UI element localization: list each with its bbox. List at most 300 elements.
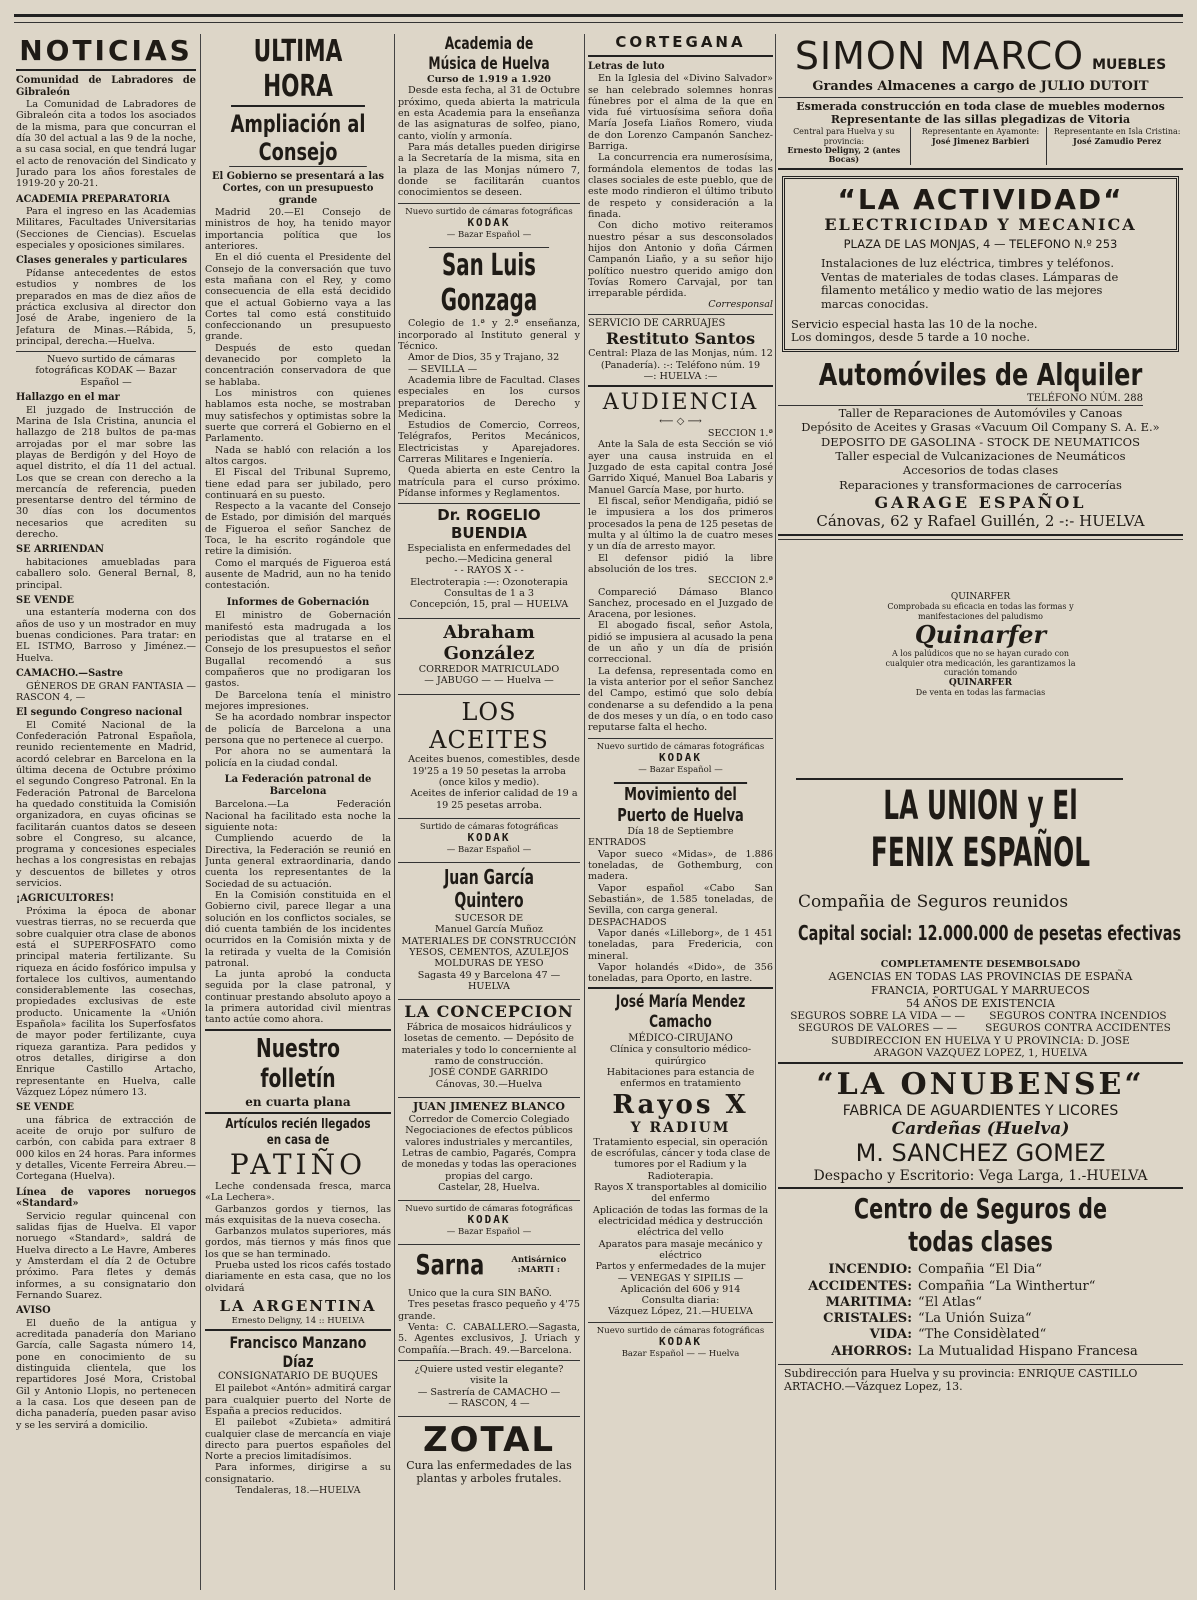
representative-name: Ernesto Deligny, 2 (antes Bocas)	[787, 144, 901, 165]
paragraph: El Fiscal del Tribunal Supremo, tiene edad para ser jubilado, pero continuará en su puesto.	[205, 467, 391, 501]
puerto-date: Día 18 de Septiembre	[627, 826, 734, 838]
mendez-body	[588, 1044, 773, 1089]
onubense-place: Cardeñas (Huelva)	[891, 1119, 1070, 1140]
news-item-head: ACADEMIA PREPARATORIA	[16, 193, 170, 205]
cortegana-sub: Letras de luto	[588, 60, 665, 72]
paragraph: El abogado fiscal, señor Astola, pidió se impusiera al acusado la pena de un año y un día de prisión correccional.	[588, 620, 773, 666]
insurance-kind: INCENDIO:	[828, 1262, 912, 1278]
paragraph: La concurrencia era numerosísima, formándola elementos de todas las clases sociales de este pueblo, que de este modo rindieron el último tributo de respeto y consideración a la finada.	[588, 152, 773, 220]
column-cortegana: CORTEGANA Letras de luto En la Iglesia del «Divino Salvador» se han celebrado solemnes honras fúnebres por el alma de la que en vida fué virtuosísima señora doña María Josefa Liaños Romero, viuda de don Lorenzo Campanón Sanchez-Barriga. La concurrencia era numerosísima, formándola elementos de todas las clases sociales de este pueblo, que de este modo rindieron el último tributo de respeto y consideración a la finada. Con dicho motivo reiteramos nuestro pésar a sus desconsolados hijos don Antonio y doña Cármen Campanón Liaño, y a su señor hijo político nuestro querido amigo don Tovías Romero Carvajal, por tan irreparable pérdida. Corresponsal SERVICIO DE CARRUAJES Restituto Santos Central: Plaza de las Monjas, núm. 12 (Panadería). :-: Teléfono núm. 19 —: HUELVA :— AUDIENCIA ⟵ ◇ ⟶ SECCION 1.ª Ante la Sala de esta Sección se vió ayer una causa instruida en el Juzgado de esta capital contra José Garrido Xiqué, Manuel Boa Labaris y Manuel García Mase, por hurto. El fiscal, señor Mendigaña, pidió se le impusiera a los dos primeros procesados la pena de 125 pesetas de multa y al último la de cuatro meses y un día de arresto mayor. El defensor pidió la libre absolución de los tres. SECCION 2.ª Compareció Dámaso Blanco Sanchez, procesado en el Juzgado de Aracena, por lesiones. El abogado fiscal, señor Astola, pidió se impusiera al acusado la pena de un año y un día de prisión correccional. La defensa, representada como en la vista anterior por el señor Sanchez del Campo, estimó que solo debía condenarse a su defendido a la pena de dos meses y un día, o en todo caso reputarse falta el hecho. Nuevo surtido de cámaras fotográficas KODAK — Bazar Español — Movimiento del Puerto de Huelva Día 18 de Septiembre ENTRADOS Vapor sueco «Midas», de 1.886 toneladas, de Gothemburg, con madera. Vapor español «Cabo San Sebastián», de 1.585 toneladas, de Sevilla, con carga general. DESPACHADOS Vapor danés «Lilleborg», de 1 451 toneladas, para Fredericia, con mineral. Vapor holandés «Dido», de 356 toneladas, para Oporto, en lastre. José María Mendez Camacho MÉDICO-CIRUJANO Clínica y consultorio médico-quirúrgico Habitaciones para estancia de enfermos en tratamiento Rayos X Y RADIUM Tratamiento especial, sin operación de escrófulas, cáncer y toda clase de tumores por el Radium y la Radioterapia. Rayos X transportables al domicilio del enfermo Aplicación de todas las formas de la electricidad médica y destrucción eléctrica del vello Aparatos para masaje mecánico y eléctrico Partos y enfermedades de la mujer — VENEGAS Y SIPILIS — Aplicación del 606 y 914 Consulta diaria: Vázquez López, 21.—HUELVA Nuevo surtido de cámaras fotográficas KODAK Bazar Español — — Huelva	[588, 34, 773, 1366]
auto-tel: TELÉFONO NÚM. 288	[778, 393, 1143, 406]
onubense-address: Despacho y Escritorio: Vega Larga, 1.-HUELVA	[813, 1167, 1148, 1184]
paragraph: El pailebot «Zubieta» admitirá cualquier clase de mercancía en viaje directo para puertos españoles del Norte a precios limitadísimos.	[205, 1417, 391, 1463]
representative-head: Representante en Isla Cristina:	[1053, 127, 1181, 137]
paragraph: SEGUROS CONTRA ACCIDENTES	[985, 1022, 1171, 1035]
column-rule	[200, 34, 201, 1590]
news-items	[16, 75, 196, 1431]
news-item-head: Clases generales y particulares	[16, 255, 188, 267]
patino-head: Artículos recién llegados en casa de	[225, 1117, 371, 1148]
column-rule	[394, 34, 395, 1590]
paragraph: Garbanzos mulatos superiores, más gordos, más tiernos y más finos que los que se han terminado.	[205, 1226, 391, 1260]
paragraph: Servicio especial hasta las 10 de la noche.	[791, 316, 1038, 331]
paragraph: Ante la Sala de esta Sección se vió ayer una causa instruida en el Juzgado de esta capital contra José Garrido Xiqué, Manuel Boa Labaris y Manuel García Mase, por hurto.	[588, 439, 773, 496]
news-item-body: La Comunidad de Labradores de Gibraleón cita a todos los asociados de la misma, para que concurran el día 30 del actual a las 9 de la noche, a su casa social, en que tendrá lugar el acto de renovación del Sindicato y Jurado para los años forestales de 1919-20 y 20-21.	[16, 99, 196, 190]
seccion-2: SECCION 2.ª	[707, 575, 773, 587]
insurance-kind: CRISTALES:	[823, 1311, 912, 1327]
paragraph: Queda abierta en este Centro la matrícula para el curso próximo. Pídanse informes y Reglamentos.	[398, 465, 580, 499]
representative-head: Central para Huelva y su provincia:	[793, 127, 895, 146]
actividad-address: PLAZA DE LAS MONJAS, 4 — TELEFONO N.º 253	[843, 236, 1118, 251]
paragraph: Nada se habló con relación a los altos cargos.	[205, 444, 391, 467]
quinarfer-line: Comprobada su eficacia en todas las formas y manifestaciones del paludismo	[887, 602, 1074, 621]
column-anuncios	[398, 34, 580, 1493]
paragraph: DEPOSITO DE GASOLINA - STOCK DE NEUMATICOS	[821, 434, 1140, 449]
column-rule	[584, 34, 585, 1590]
news-item-head: CAMACHO.—Sastre	[16, 667, 123, 679]
subheadline: El Gobierno se presentará a las Cortes, con un presupuesto grande	[212, 171, 384, 206]
paragraph: CORREDOR MATRICULADO	[418, 664, 560, 676]
paragraph: Los ministros con quienes hablamos esta noche, se mostraban muy satisfechos y optimistas sobre la suerte que correrá el Gobierno en el Parlamento.	[205, 388, 391, 445]
article-body	[205, 799, 391, 1025]
insurance-row	[790, 1279, 1183, 1295]
quinarfer-small: QUINARFER	[950, 591, 1011, 602]
paragraph: — RASCON, 4 —	[448, 1397, 530, 1409]
argentina-address: Ernesto Deligny, 14 :: HUELVA	[231, 1315, 365, 1326]
paragraph: Habitaciones para estancia de enfermos en tratamiento	[606, 1066, 755, 1090]
quinarfer-line: A los palúdicos que no se hayan curado con cualquier otra medicación, les garantizamos la curación tomando	[885, 649, 1076, 678]
paragraph: Vázquez López, 21.—HUELVA	[608, 1306, 753, 1318]
insurance-kind: VIDA:	[869, 1327, 912, 1343]
paragraph: Academia libre de Facultad. Clases especiales en los cursos preparatorios de Derecho y Medicina.	[398, 374, 580, 420]
entrados-body	[588, 849, 773, 917]
kodak-brand: KODAK	[467, 1213, 511, 1227]
section-title-noticias: NOTICIAS	[16, 34, 196, 71]
actividad-para: Instalaciones de luz eléctrica, timbres y teléfonos. Ventas de materiales de todas clases. Lámparas de filamento metálico y medio watio de las mejores marcas conocidas.	[821, 256, 1119, 311]
paragraph: Colegio de 1.ª y 2.ª enseñanza, incorporado al Instituto general y Técnico.	[398, 318, 580, 352]
kodak-brand: KODAK	[658, 750, 703, 764]
top-rule-thin	[14, 22, 1183, 23]
paragraph: El defensor pidió la libre absolución de los tres.	[588, 552, 773, 575]
paragraph: AGENCIAS EN TODAS LAS PROVINCIAS DE ESPAÑA	[828, 970, 1133, 984]
kodak-line: Nuevo surtido de cámaras fotográficas	[405, 206, 573, 217]
insurance-row	[790, 1311, 1183, 1327]
paragraph: De Barcelona tenía el ministro mejores impresiones.	[205, 689, 391, 712]
audiencia-title: AUDIENCIA	[602, 390, 759, 416]
concepcion-body	[398, 1022, 580, 1090]
paragraph: Para más detalles pueden dirigirse a la Secretaría de la misma, sita en la plaza de las Monjas número 7, donde se facilitarán cuantos conocimientos se deseen.	[398, 141, 580, 199]
column-ads-right	[778, 34, 1183, 1396]
news-item-body: El Comité Nacional de la Confederación Patronal Española, reunido recientemente en Madrid, acordó celebrar en Barcelona en la última decena de Octubre próximo el segundo Congreso Patronal. En la Federación Patronal de Barcelona ha quedado constituida la Comisión organizadora, en cuyas oficinas se facilitarán cuantos datos se deseen sobre el Congreso, su alcance, programa y concesiones especiales hechas a los congresistas en rebajas y descuentos de billetes y otros servicios.	[16, 719, 196, 890]
aceites-title: LOS ACEITES	[429, 697, 549, 754]
representative-name: José Jimenez Barbieri	[931, 135, 1030, 146]
sarna-brand: Antisárnico :MARTI :	[511, 1254, 567, 1275]
column-rule	[775, 34, 776, 1590]
news-item-head: SE VENDE	[16, 594, 74, 606]
paragraph: Esmerada construcción en toda clase de muebles modernos	[796, 100, 1165, 114]
top-rule	[14, 14, 1183, 17]
paragraph: Taller de Reparaciones de Automóviles y Canoas	[838, 405, 1123, 420]
paragraph: — VENEGAS Y SIPILIS —	[617, 1272, 744, 1284]
paragraph: Aceites buenos, comestibles, desde 19'25 a 19 50 pesetas la arroba (once kilos y medio).	[408, 754, 580, 788]
seccion-1: SECCION 1.ª	[707, 428, 773, 440]
actividad-title: “LA ACTIVIDAD“	[837, 182, 1124, 216]
paragraph: Vapor español «Cabo San Sebastián», de 1.585 toneladas, de Sevilla, con carga general.	[588, 882, 773, 917]
sarna-title: Sarna	[415, 1248, 485, 1282]
news-item-body: Para el ingreso en las Academias Militares, Facultades Universitarias (Secciones de Ciencias). Escuelas especiales y oposiciones similares.	[16, 206, 196, 252]
kodak-line: Nuevo surtido de cámaras fotográficas	[596, 741, 765, 752]
paragraph: Tres pesetas frasco pequeño y 4'75 grande.	[398, 1299, 580, 1322]
paragraph: SEGUROS CONTRA INCENDIOS	[989, 1009, 1167, 1022]
paragraph: Para informes, dirigirse a su consignatario.	[205, 1462, 391, 1485]
news-item-head: SE VENDE	[16, 1102, 74, 1114]
paragraph: Tratamiento especial, sin operación de escrófulas, cáncer y toda clase de tumores por el Radium y la Radioterapia.	[590, 1136, 771, 1182]
zotal-title: ZOTAL	[422, 1420, 556, 1461]
patino-body	[205, 1181, 391, 1294]
paragraph: Reparaciones y transformaciones de carrocerías	[839, 477, 1122, 492]
simon-lines	[778, 101, 1183, 127]
insurance-kind: AHORROS:	[831, 1343, 912, 1359]
auto-title: Automóviles de Alquiler	[818, 357, 1143, 393]
paragraph: Fábrica de mosaicos hidráulicos y losetas de cemento. — Depósito de materiales y todo lo concerniente al ramo de construcción.	[401, 1022, 577, 1068]
kodak-line: — Bazar Español —	[638, 764, 723, 775]
kodak-ad	[588, 1322, 773, 1362]
insurance-row	[790, 1262, 1183, 1278]
simon-title: SIMON MARCO	[794, 34, 1085, 78]
paragraph: Cánovas, 30.—Huelva	[435, 1078, 543, 1090]
paragraph: SUCESOR DE	[454, 913, 524, 925]
despachados-label: DESPACHADOS	[588, 916, 667, 928]
column-ultima-hora	[205, 34, 391, 1496]
news-item-body: Nuevo surtido de cámaras fotográficas KODAK — Bazar Español —	[35, 354, 177, 388]
paragraph: Corredor de Comercio Colegiado	[408, 1113, 570, 1125]
jimenez-title: JUAN JIMENEZ BLANCO	[412, 1099, 566, 1113]
sarna-body	[398, 1288, 580, 1356]
insurance-row	[790, 1344, 1183, 1360]
zotal-line: Cura las enfermedades de las plantas y arboles frutales.	[406, 1459, 572, 1486]
paragraph: Cumpliendo acuerdo de la Directiva, la Federación se reunió en Junta general extraordinaria, dando cuenta los representantes de la Sociedad de su actuación.	[205, 833, 391, 890]
paragraph: En el dió cuenta el Presidente del Consejo de la conversación que tuvo esta mañana con el Rey, y como consecuencia de ella está decidido que el actual Gobierno vaya a las Cortes tal como está constituido confeccionando un presupuesto grande.	[205, 252, 391, 343]
paragraph: Aceites de inferior calidad de 19 a 19 25 pesetas arroba.	[410, 788, 578, 811]
concepcion-title: LA CONCEPCION	[404, 1002, 574, 1022]
actividad-hours	[791, 318, 1170, 345]
paragraph: Garbanzos gordos y tiernos, las más exquisitas de la nueva cosecha.	[205, 1203, 391, 1226]
quinarfer-lines	[876, 602, 1086, 621]
centro-title: Centro de Seguros de todas clases	[853, 1192, 1108, 1259]
quinarfer-small-2: QUINARFER	[948, 677, 1013, 688]
paragraph: Con dicho motivo reiteramos nuestro pésar a sus desconsolados hijos don Antonio y doña Cármen Campanón Liaño, y a su señor hijo político nuestro querido amigo don Tovías Romero Carvajal, por tan irreparable pérdida.	[588, 220, 773, 300]
simon-representatives	[778, 127, 1183, 165]
paragraph: Venta: C. CABALLERO.—Sagasta, 5. Agentes exclusivos, J. Uriach y Compañía.—Brach. 49.—Barcelona.	[398, 1322, 580, 1356]
rayos-title: Rayos X	[612, 1089, 749, 1120]
news-item-head: Comunidad de Labradores de Gibraleón	[16, 75, 196, 98]
paragraph: Aplicación del 606 y 914	[620, 1283, 741, 1295]
paragraph: Sagasta 49 y Barcelona 47 —HUELVA	[417, 969, 561, 992]
centro-subdir: Subdirección para Huelva y su provincia: ENRIQUE CASTILLO ARTACHO.—Vázquez Lopez, 13.	[784, 1366, 1138, 1393]
paragraph: Accesorios de todas clases	[902, 463, 1059, 478]
folletin-sub: en cuarta plana	[245, 1095, 351, 1110]
paragraph: Aplicación de todas las formas de la electricidad médica y destrucción eléctrica del vello	[592, 1204, 769, 1239]
paragraph: SEGUROS SOBRE LA VIDA — —	[790, 1009, 966, 1022]
union-lines	[778, 970, 1183, 1010]
news-item-body: GÉNEROS DE GRAN FANTASIA — RASCON 4, —	[16, 680, 196, 703]
insurance-company: Compañia “El Dia“	[918, 1262, 1042, 1278]
paragraph: Amor de Dios, 35 y Trajano, 32	[408, 352, 560, 364]
garage-title: GARAGE ESPAÑOL	[874, 493, 1087, 513]
column-noticias	[16, 34, 196, 1431]
paragraph: Taller especial de Vulcanizaciones de Neumáticos	[835, 449, 1126, 463]
representative	[915, 127, 1048, 165]
onubense-sub: FABRICA DE AGUARDIENTES Y LICORES	[842, 1102, 1119, 1119]
actividad-sub: ELECTRICIDAD Y MECANICA	[824, 214, 1137, 234]
representative-name: José Zamudio Perez	[1073, 135, 1162, 146]
kodak-brand: KODAK	[467, 830, 511, 844]
article-body	[205, 207, 391, 592]
union-title: LA UNION y El FENIX ESPAÑOL	[870, 782, 1091, 877]
paragraph: Estudios de Comercio, Correos, Telégrafos, Peritos Mecánicos, Electricistas y Aparejadores. Carreras Militares e Ingeniería.	[398, 420, 580, 466]
paragraph: —: HUELVA :—	[643, 371, 718, 383]
paragraph: Respecto a la vacante del Consejo de Estado, por dimisión del marqués de Figueroa el señor Sanchez de Toca, le ha escrito rogándole que retire la dimisión.	[205, 501, 391, 558]
restituto-body	[588, 348, 773, 382]
insurance-kind: ACCIDENTES:	[808, 1278, 912, 1294]
paragraph: Desde esta fecha, al 31 de Octubre próximo, queda abierta la matricula en esta Academia para la enseñanza de las asignaturas de solfeo, piano, canto, violín y armonía.	[398, 85, 580, 142]
paragraph: Se ha acordado nombrar inspector de policía de Barcelona a una persona que no pertenece al cuerpo.	[205, 712, 391, 746]
onubense-owner: M. SANCHEZ GOMEZ	[855, 1139, 1106, 1168]
simon-muebles: MUEBLES	[1092, 57, 1167, 73]
paragraph: Concepción, 15, pral — HUELVA	[409, 599, 569, 611]
paragraph: MOLDURAS DE YESO	[434, 958, 544, 970]
simon-sub: Grandes Almacenes a cargo de JULIO DUTOIT	[812, 78, 1149, 94]
aceites-body	[398, 754, 580, 811]
news-item	[16, 351, 196, 388]
seccion-1-body	[588, 439, 773, 575]
kodak-line: Bazar Español — — Huelva	[621, 1348, 740, 1359]
news-item-body: una fábrica de extracción de aceite de orujo por sulfuro de carbón, con cabida para extraer 8 000 kilos en 24 horas. Para informes y detalles, Vicente Ferreira Abreu.—Cortegana (Huelva).	[16, 1114, 196, 1183]
mendez-title: José María Mendez Camacho	[615, 992, 746, 1033]
paragraph: La defensa, representada como en la vista anterior por el señor Sanchez del Campo, estimó que solo debía condenarse a su defendido a la pena de dos meses y un día, o en todo caso reputarse falta el hecho.	[588, 665, 773, 734]
insurance-company: La Mutualidad Hispano Francesa	[918, 1343, 1138, 1359]
quinarfer-end: De venta en todas las farmacias	[915, 688, 1046, 698]
paragraph: — Sastrería de CAMACHO —	[417, 1386, 561, 1398]
kodak-ad	[398, 1200, 580, 1240]
corresponsal: Corresponsal	[708, 299, 773, 311]
paragraph: En la Comisión constituida en el Gobierno civil, parece llegar a una solución en los conflictos sociales, se dió cuenta también de los incidentes ocurridos en la Comisión mixta y de la retirada y vuelta de la Comisión patronal.	[205, 889, 391, 969]
garage-address: Cánovas, 62 y Rafael Guillén, 2 -:- HUELVA	[816, 512, 1145, 530]
news-item	[16, 1305, 196, 1431]
paragraph: Barcelona.—La Federación Nacional ha facilitado esta noche la siguiente nota:	[205, 799, 391, 834]
news-item	[16, 75, 196, 190]
news-item-body: habitaciones amuebladas para caballero solo. General Bernal, 8, principal.	[16, 556, 196, 591]
news-item-head: El segundo Congreso nacional	[16, 707, 183, 719]
paragraph: Depósito de Aceites y Grasas «Vacuum Oil Company S. A. E.»	[801, 420, 1160, 435]
paragraph: Representante de las sillas plegadizas de Vitoria	[830, 113, 1131, 127]
restituto-title: Restituto Santos	[605, 328, 756, 348]
paragraph: Manuel García Muñoz	[435, 924, 543, 936]
subheadline-gobernacion: Informes de Gobernación	[226, 596, 370, 608]
paragraph: Aparatos para masaje mecánico y eléctrico	[598, 1238, 763, 1261]
news-item-head: Línea de vapores noruegos «Standard»	[16, 1186, 196, 1210]
news-item-body: El dueño de la antigua y acreditada panadería don Mariano García, calle Sagasta número 14, pone en conocimiento de su distinguida clientela, que los repartidores José Mora, Cristobal Gil y Antonio Llopis, no pertenecen a la casa. Los que deseen pan de dicha panadería, pueden pasar aviso y se les servirá a domicilio.	[16, 1317, 196, 1431]
paragraph: Clínica y consultorio médico-quirúrgico	[609, 1044, 752, 1067]
carruajes-label: SERVICIO DE CARRUAJES	[588, 317, 726, 329]
quinarfer-big: Quinarfer	[914, 620, 1047, 650]
paragraph: Castelar, 28, Huelva.	[438, 1181, 540, 1193]
academia-course: Curso de 1.919 a 1.920	[427, 74, 551, 86]
kodak-ad	[588, 738, 773, 778]
news-item	[16, 595, 196, 664]
jimenez-body	[398, 1114, 580, 1193]
union-left	[790, 1010, 965, 1035]
manzano-sub: CONSIGNATARIO DE BUQUES	[217, 1371, 379, 1383]
section-title-ultima-hora: ULTIMA HORA	[231, 34, 365, 107]
paragraph: Central: Plaza de las Monjas, núm. 12 (Panadería). :-: Teléfono núm. 19	[588, 348, 773, 371]
news-item-head: Hallazgo en el mar	[16, 392, 120, 404]
kodak-line: Nuevo surtido de cámaras fotográficas	[596, 1325, 765, 1336]
paragraph: — SEVILLA —	[408, 363, 478, 375]
paragraph: Rayos X transportables al domicilio del enfermo	[594, 1182, 767, 1205]
radium-title: Y RADIUM	[630, 1120, 731, 1137]
union-sub: Compañia de Seguros reunidos	[798, 892, 1069, 913]
folletin-title: Nuestro folletín	[256, 1033, 340, 1095]
news-item-head: SE ARRIENDAN	[16, 544, 104, 556]
kodak-ad	[398, 203, 580, 243]
kodak-line: Surtido de cámaras fotográficas	[419, 821, 559, 832]
paragraph: Vapor sueco «Midas», de 1.886 toneladas, de Gothemburg, con madera.	[588, 848, 773, 883]
news-item-body: Pídanse antecedentes de estos estudios y nombres de los preparados en mas de diez años de práctica exclusiva al director don José de Arabe, ingeniero de la Jefatura de Minas.—Rábida, 5, principal, derecha.—Huelva.	[16, 267, 196, 347]
mendez-sub: MÉDICO-CIRUJANO	[628, 1032, 733, 1044]
insurance-row	[790, 1295, 1183, 1311]
article-body	[205, 610, 391, 768]
paragraph: Vapor holandés «Dido», de 356 toneladas, para Oporto, en lastre.	[588, 961, 773, 985]
paragraph: Unico que la cura SIN BAÑO.	[408, 1288, 552, 1300]
paragraph: El fiscal, señor Mendigaña, pidió se le impusiera a los dos primeros procesados la pena de 125 pesetas de multa y al último la de cuatro meses y un día de arresto mayor.	[588, 496, 773, 553]
news-item-body: una estantería moderna con dos años de uso y un mostrador en muy buenas condiciones. Para tratar: en EL ISTMO, Barroso y Jiménez.—Huelva.	[16, 607, 196, 664]
academia-title: Academia de Música de Huelva	[428, 34, 550, 75]
insurance-company: “The Considèlated“	[918, 1327, 1047, 1343]
quintero-body	[398, 913, 580, 992]
paragraph: Electroterapia :—: Ozonoterapia	[410, 576, 568, 588]
kodak-brand: KODAK	[467, 215, 511, 229]
quinarfer-ad	[876, 592, 1086, 698]
cortegana-body	[588, 73, 773, 299]
manzano-body	[205, 1383, 391, 1485]
paragraph: FRANCIA, PORTUGAL Y MARRUECOS	[871, 983, 1090, 997]
news-item-body: Servicio regular quincenal con salidas fijas de Huelva. El vapor noruego «Standard», saldrá de Huelva directo a Le Havre, Amberes y Amsterdam el día 2 de Octubre próximo. Para fletes y demás informes, a su consignatario don Fernando Suarez.	[16, 1210, 196, 1301]
paragraph: ¿Quiere usted vestir elegante?	[414, 1364, 564, 1376]
paragraph: Por ahora no se aumentará la policía en la ciudad condal.	[205, 746, 391, 769]
manzano-address: Tendaleras, 18.—HUELVA	[235, 1485, 361, 1497]
onubense-title: “LA ONUBENSE“	[816, 1067, 1145, 1103]
paragraph: 54 AÑOS DE EXISTENCIA	[906, 996, 1055, 1010]
sanluis-body	[398, 318, 580, 499]
paragraph: El pailebot «Antón» admitirá cargar para cualquier puerto del Norte de España a precios reducidos.	[205, 1383, 391, 1417]
insurance-kind: MARITIMA:	[825, 1294, 912, 1310]
representative	[1051, 127, 1183, 165]
headline: Ampliación al Consejo	[230, 109, 366, 167]
insurance-company: “La Unión Suiza“	[918, 1311, 1032, 1327]
news-item	[16, 544, 196, 590]
subheadline-federacion: La Federación patronal de Barcelona	[224, 773, 372, 797]
buendia-body	[398, 543, 580, 611]
union-capital: Capital social: 12.000.000 de pesetas efectivas	[798, 921, 1182, 946]
insurance-company: “El Atlas“	[918, 1294, 983, 1310]
buendia-title: Dr. ROGELIO BUENDIA	[437, 506, 541, 542]
paragraph: Madrid 20.—El Consejo de ministros de hoy, ha tenido mayor importancia política que los anteriores.	[205, 207, 391, 252]
paragraph: Vapor danés «Lilleborg», de 1 451 toneladas, para Fredericia, con mineral.	[588, 927, 773, 962]
paragraph: — JABUGO — — Huelva —	[424, 675, 554, 687]
paragraph: Después de esto quedan devanecido por completo la concentración conservadora de que se hablaba.	[205, 342, 391, 388]
paragraph: Consultas de 1 a 3	[444, 587, 534, 599]
paragraph: Compareció Dámaso Blanco Sanchez, procesado en el Juzgado de Aracena, por lesiones.	[588, 586, 773, 621]
gonzalez-body	[398, 664, 580, 687]
kodak-line: Nuevo surtido de cámaras fotográficas	[405, 1204, 573, 1215]
union-right	[985, 1010, 1171, 1035]
news-item	[16, 1102, 196, 1182]
news-item-head: ¡AGRICULTORES!	[16, 893, 115, 905]
rayos-body	[588, 1137, 773, 1318]
insurance-company: Compañia “La Winthertur“	[918, 1278, 1096, 1294]
news-item-body: El juzgado de Instrucción de Marina de Isla Cristina, anuncia el hallazgo de 218 bultos de pa-mas arrojadas por el mar sobre las playas de Berdigón y del Hoyo de aquel distrito, el día 11 del actual. Los que se crean con derecho a la mercancía de referencia, pueden presentarse dentro del término de 30 días con los documentos necesarios que acrediten su derecho.	[16, 404, 196, 541]
paragraph: Como el marqués de Figueroa está ausente de Madrid, aun no ha tenido contestación.	[205, 557, 391, 592]
manzano-title: Francisco Manzano Díaz	[229, 1332, 367, 1371]
puerto-title: Movimiento del Puerto de Huelva	[614, 782, 747, 826]
paragraph: SEGUROS DE VALORES — —	[798, 1022, 958, 1035]
kodak-line: — Bazar Español —	[446, 229, 532, 240]
insurance-list	[790, 1262, 1183, 1360]
entrados-label: ENTRADOS	[588, 837, 647, 849]
seccion-2-body	[588, 587, 773, 734]
patino-title: PATIÑO	[229, 1147, 367, 1181]
kodak-line: — Bazar Español —	[446, 844, 532, 855]
paragraph: Los domingos, desde 5 tarde a 10 noche.	[791, 330, 1030, 345]
despachados-body	[588, 928, 773, 985]
paragraph: JOSÉ CONDE GARRIDO	[429, 1067, 549, 1079]
kodak-brand: KODAK	[658, 1334, 703, 1348]
camacho-ad	[398, 1360, 580, 1412]
academia-body	[398, 85, 580, 198]
paragraph: visite la	[470, 1375, 508, 1387]
actividad-box	[782, 176, 1179, 352]
auto-lines	[778, 406, 1183, 492]
paragraph: Partos y enfermedades de la mujer	[595, 1261, 766, 1273]
paragraph: La junta aprobó la conducta seguida por la clase patronal, y continuar prestando absoluto apoyo a la primera autoridad civil mientras tanto actúe como ahora.	[205, 969, 391, 1026]
paragraph: El ministro de Gobernación manifestó esta madrugada a los periodistas que al tratarse en el Consejo de los presupuestos el señor Bugallal recomendó a sus compañeros que no prodigaran los gastos.	[205, 610, 391, 690]
sanluis-title: San Luis Gonzaga	[429, 247, 549, 319]
paragraph: Consulta diaria:	[641, 1295, 720, 1307]
quinarfer-lines-2	[876, 649, 1086, 677]
news-item	[16, 893, 196, 1098]
paragraph: MATERIALES DE CONSTRUCCIÓN	[401, 935, 577, 947]
news-item	[16, 668, 196, 703]
news-item-body: Próxima la época de abonar vuestras tierras, no se recuerda que sobre cualquier otra clase de abonos está el SUPERFOSFATO como principal materia fertilizante. Su riqueza en ácido fosfórico impulsa y fortalece los cultivos, aumentando considerablemente las cosechas, propiedades exclusivas de este producto. Unicamente la «Unión Española» facilita los Superfosfatos de mayor poder fertilizante, cuya riqueza garantiza. Para pedidos y otros detalles, dirigirse a don Enrique Castillo Artacho, representante en Huelva, calle Vázquez López número 13.	[16, 905, 196, 1098]
union-desemb: COMPLETAMENTE DESEMBOLSADO	[880, 959, 1081, 971]
paragraph: - - RAYOS X - -	[454, 565, 524, 577]
news-item-head: AVISO	[16, 1305, 51, 1317]
representative-head: Representante en Ayamonte:	[921, 127, 1040, 137]
representative	[778, 127, 911, 165]
gonzalez-title: Abraham González	[443, 621, 535, 664]
paragraph: En la Iglesia del «Divino Salvador» se han celebrado solemnes honras fúnebres por el alma de la que en vida fué virtuosísima señora doña María Josefa Liaños Romero, viuda de don Lorenzo Campanón Sanchez-Barriga.	[588, 73, 773, 153]
union-subdir: SUBDIRECCION EN HUELVA Y U PROVINCIA: D. JOSE ARAGON VAZQUEZ LOPEZ, 1, HUELVA	[831, 1034, 1130, 1060]
kodak-ad	[398, 818, 580, 858]
news-item	[16, 1187, 196, 1302]
paragraph: Leche condensada fresca, marca «La Lechera».	[205, 1180, 391, 1204]
kodak-line: — Bazar Español —	[446, 1227, 532, 1238]
news-item	[16, 255, 196, 347]
paragraph: Especialista en enfermedades del pecho.—Medicina general	[407, 542, 571, 565]
news-item	[16, 707, 196, 889]
argentina-title: LA ARGENTINA	[219, 1297, 377, 1315]
cortegana-title: CORTEGANA	[588, 34, 773, 57]
